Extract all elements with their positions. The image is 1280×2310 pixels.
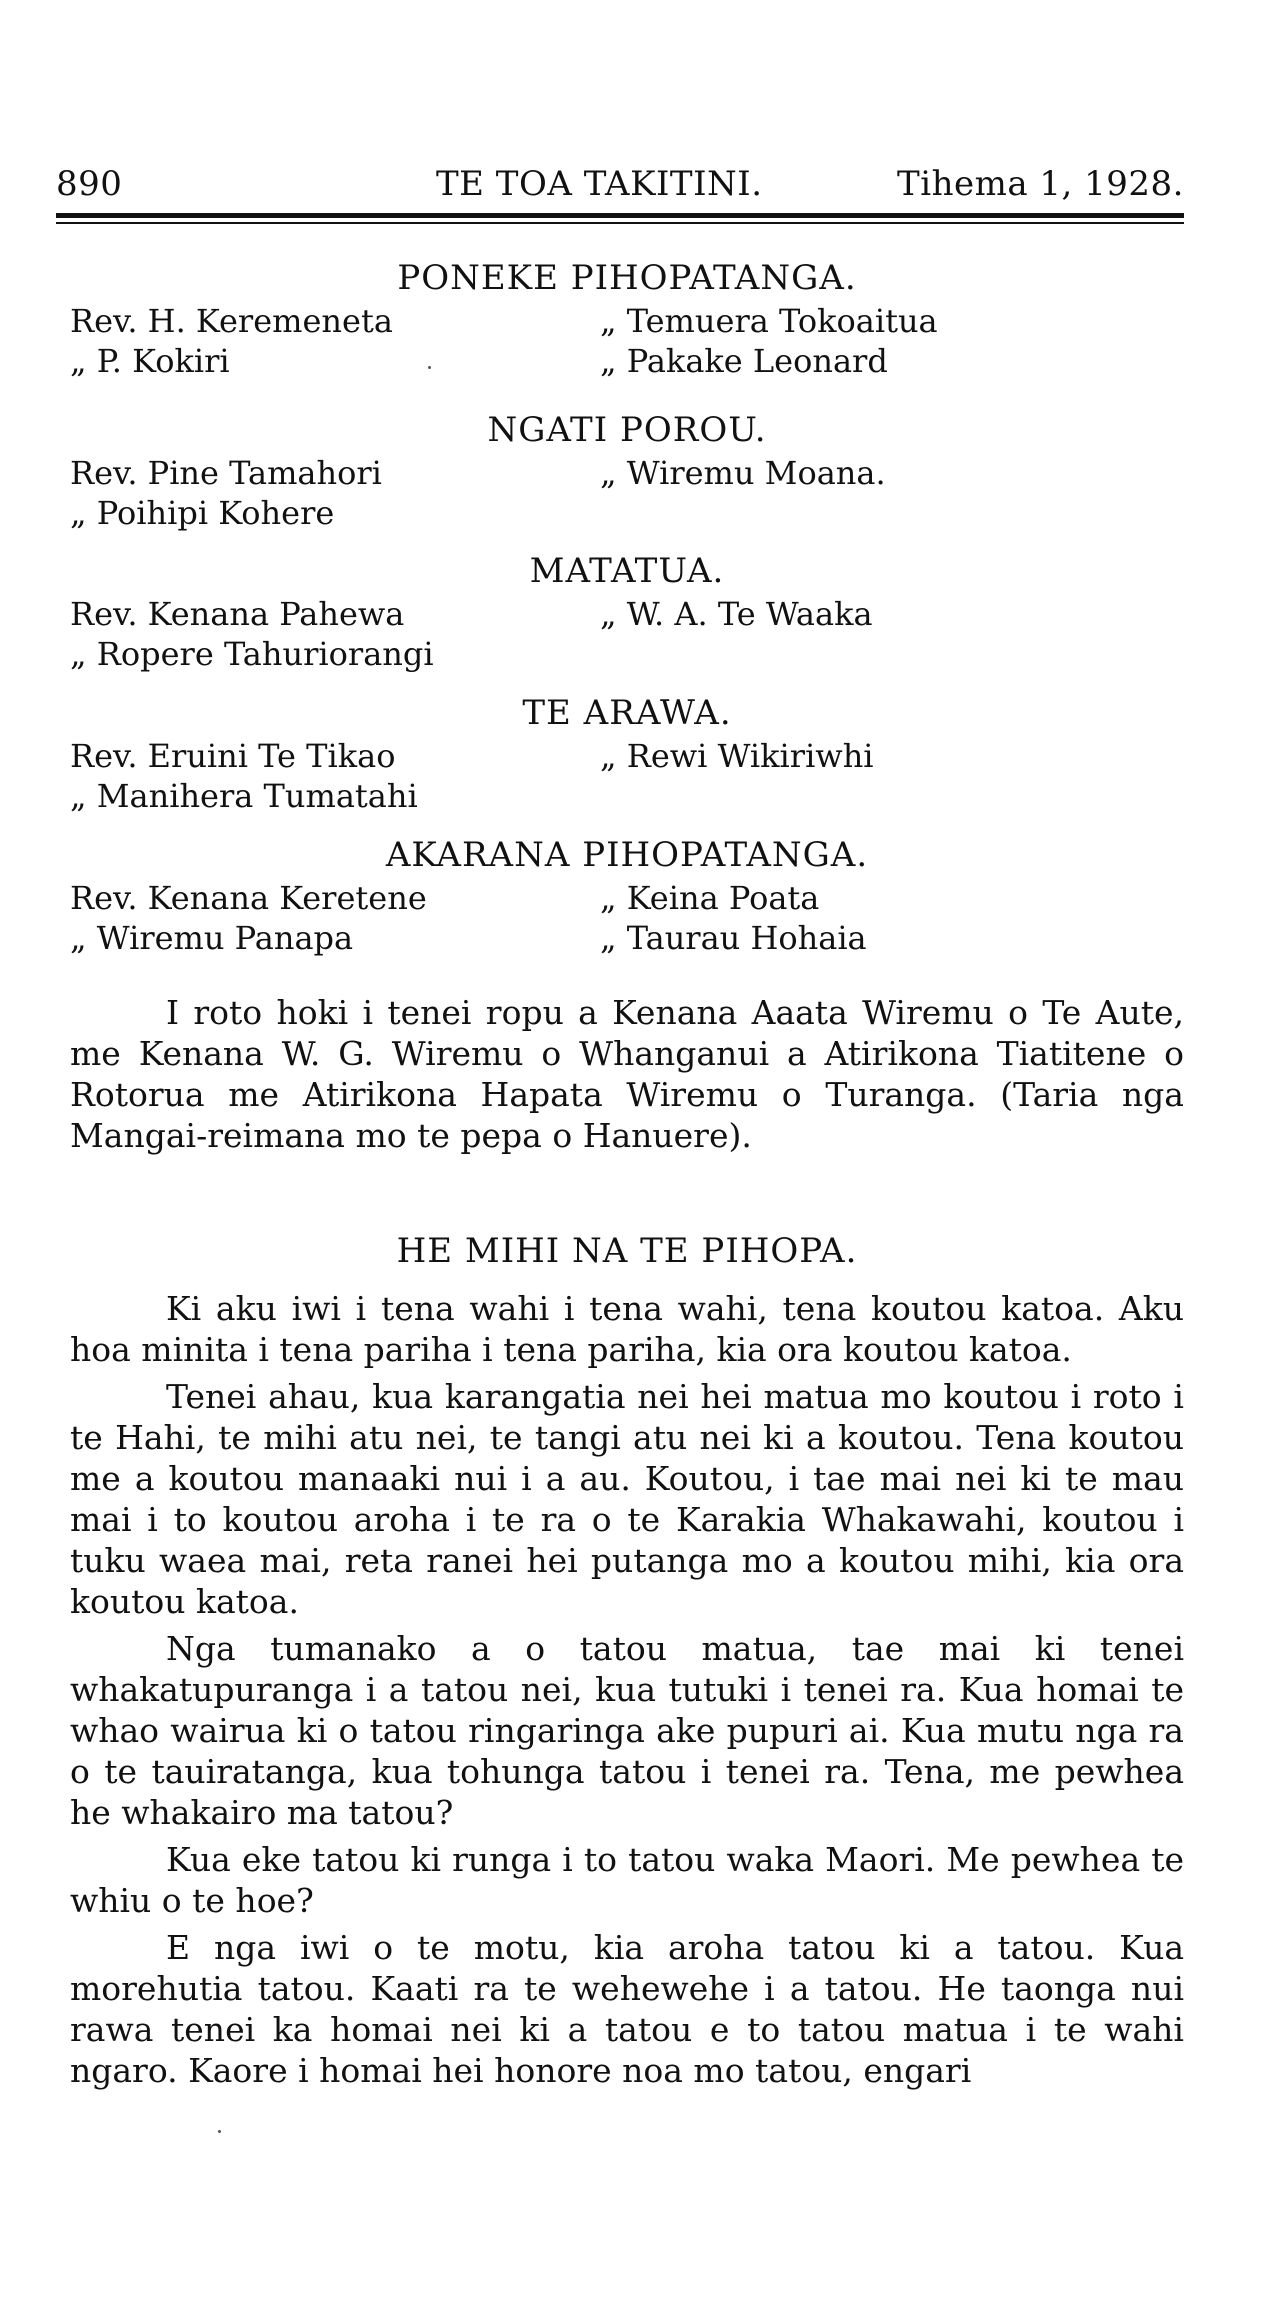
name-left: „ Ropere Tahuriorangi [70, 635, 434, 673]
article [70, 1228, 1184, 2091]
page-number: 890 [56, 164, 123, 204]
name-left: Rev. Eruini Te Tikao [70, 737, 396, 775]
name-list [70, 453, 1184, 533]
name-right: „ W. A. Te Waaka [600, 595, 873, 633]
issue-date: Tihema 1, 1928. [897, 164, 1184, 204]
section-te-arawa [70, 690, 1184, 816]
name-row [70, 918, 1184, 958]
header-rule-thick [56, 213, 1184, 218]
print-speck [218, 2130, 221, 2133]
article-paragraph: Nga tumanako a o tatou matua, tae mai ki tenei whakatupuranga i a tatou nei, kua tutuki i tenei ra. Kua homai te whao wairua ki o tatou ringaringa ake pupuri ai. Kua mutu nga ra o te tauiratanga, kua tohunga tatou i tenei ra. Tena, me pewhea he whakairo ma tatou? [70, 1629, 1184, 1832]
name-row [70, 736, 1184, 776]
name-right: „ Temuera Tokoaitua [600, 302, 938, 340]
section-akarana [70, 832, 1184, 958]
article-title: HE MIHI NA TE PIHOPA. [396, 1231, 858, 1271]
running-header [56, 160, 1184, 208]
name-right: „ Wiremu Moana. [600, 454, 886, 492]
section-matatua [70, 548, 1184, 674]
name-left: „ P. Kokiri [70, 342, 230, 380]
name-row [70, 776, 1184, 816]
article-paragraph: E nga iwi o te motu, kia aroha tatou ki a tatou. Kua morehutia tatou. Kaati ra te wehewehe i a tatou. He taonga nui rawa tenei ka homai nei ki a tatou e to tatou matua i te wahi ngaro. Kaore i homai hei honore noa mo tatou, engari [70, 1928, 1184, 2090]
name-left: Rev. Kenana Keretene [70, 879, 427, 917]
section-title: AKARANA PIHOPATANGA. [385, 835, 869, 875]
name-left: „ Poihipi Kohere [70, 494, 335, 532]
name-right: „ Keina Poata [600, 879, 820, 917]
name-list [70, 878, 1184, 958]
name-list [70, 301, 1184, 381]
section-ngati-porou [70, 407, 1184, 533]
publication-title: TE TOA TAKITINI. [436, 164, 763, 204]
name-row [70, 878, 1184, 918]
section-title: NGATI POROU. [487, 410, 767, 450]
section-title: TE ARAWA. [522, 693, 732, 733]
name-list [70, 594, 1184, 674]
section-title: PONEKE PIHOPATANGA. [397, 258, 857, 298]
name-list [70, 736, 1184, 816]
article-paragraph: Ki aku iwi i tena wahi i tena wahi, tena koutou katoa. Aku hoa minita i tena pariha i tena pariha, kia ora koutou katoa. [70, 1289, 1184, 1369]
name-right: „ Taurau Hohaia [600, 919, 867, 957]
name-left: „ Wiremu Panapa [70, 919, 354, 957]
name-row [70, 594, 1184, 634]
note-block [70, 992, 1184, 1156]
name-row [70, 301, 1184, 341]
name-left: Rev. Pine Tamahori [70, 454, 382, 492]
article-paragraph: Tenei ahau, kua karangatia nei hei matua mo koutou i roto i te Hahi, te mihi atu nei, te tangi atu nei ki a koutou. Tena koutou me a koutou manaaki nui i a au. Koutou, i tae mai nei ki te mau mai i to koutou aroha i te ra o te Karakia Whakawahi, koutou i tuku waea mai, reta ranei hei putanga mo a koutou mihi, kia ora koutou katoa. [70, 1377, 1184, 1621]
note-paragraph: I roto hoki i tenei ropu a Kenana Aaata Wiremu o Te Aute, me Kenana W. G. Wiremu o Whanganui a Atirikona Tiatitene o Rotorua me Atirikona Hapata Wiremu o Turanga. (Taria nga Mangai-reimana mo te pepa o Hanuere). [70, 993, 1184, 1155]
article-paragraph: Kua eke tatou ki runga i to tatou waka Maori. Me pewhea te whiu o te hoe? [70, 1840, 1184, 1920]
name-left: „ Manihera Tumatahi [70, 777, 418, 815]
header-rule-thin [56, 222, 1184, 224]
name-left: Rev. Kenana Pahewa [70, 595, 405, 633]
name-right: „ Pakake Leonard [600, 342, 888, 380]
section-poneke [70, 255, 1184, 381]
print-speck [428, 366, 431, 369]
name-left: Rev. H. Keremeneta [70, 302, 393, 340]
name-row [70, 493, 1184, 533]
name-right: „ Rewi Wikiriwhi [600, 737, 874, 775]
name-row [70, 453, 1184, 493]
section-title: MATATUA. [529, 551, 725, 591]
name-row [70, 634, 1184, 674]
name-row [70, 341, 1184, 381]
